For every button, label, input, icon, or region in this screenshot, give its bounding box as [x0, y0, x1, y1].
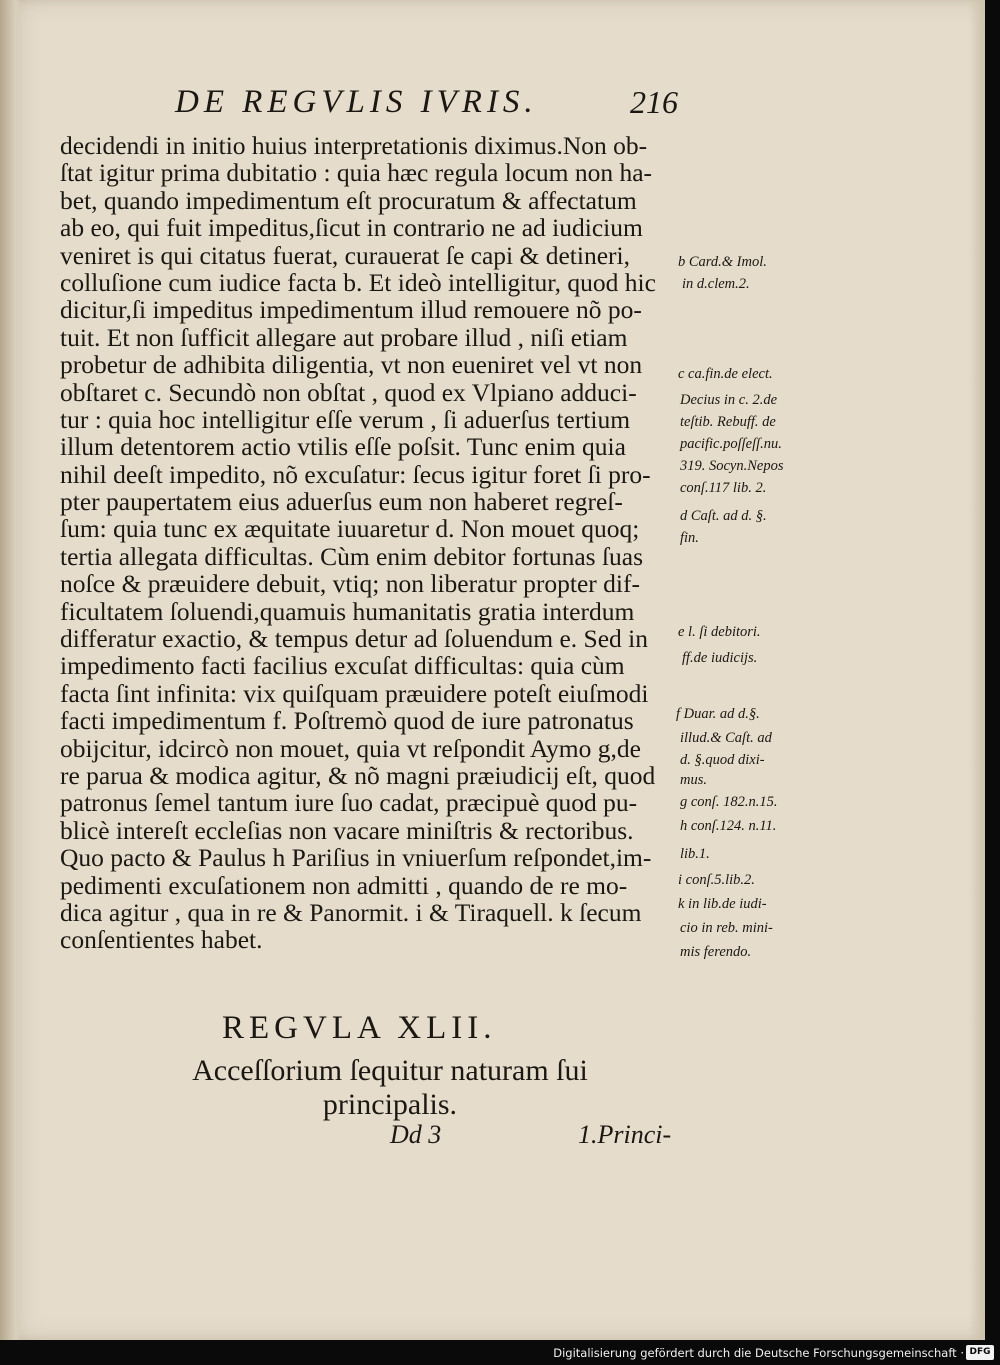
page-gutter-edge — [0, 0, 22, 1340]
text-line: blicè intereſt eccleſias non vacare miniſtris & rectoribus. — [60, 815, 634, 845]
text-line: pter paupertatem eius aduerſus eum non haberet regreſ- — [60, 487, 623, 517]
marginal-note: h conſ.124. n.11. — [680, 818, 777, 834]
marginal-note: pacific.poſſeſſ.nu. — [680, 436, 782, 452]
rule-statement-line: principalis. — [322, 1088, 458, 1121]
text-line: Quo pacto & Paulus h Pariſius in vniuerſum reſpondet,im- — [60, 843, 652, 873]
marginal-note: conſ.117 lib. 2. — [680, 480, 767, 496]
main-text-block — [60, 132, 680, 954]
marginal-note: b Card.& Imol. — [678, 254, 767, 270]
marginal-note: illud.& Caſt. ad — [680, 730, 772, 746]
text-line: pedimenti excuſationem non admitti , quando de re mo- — [60, 870, 628, 900]
marginal-note: mis ferendo. — [680, 944, 752, 960]
text-line: dicitur,ſi impeditus impedimentum illud remouere nõ po- — [60, 295, 642, 325]
text-line: impedimento facti facilius excuſat difficultas: quia cùm — [60, 651, 625, 681]
marginal-note: c ca.fin.de elect. — [678, 366, 773, 382]
marginal-note: 319. Socyn.Nepos — [680, 458, 784, 474]
text-line: nihil deeſt impedito, nõ excuſatur: ſecus igitur foret ſi pro- — [60, 459, 651, 489]
marginal-note: lib.1. — [680, 846, 710, 862]
text-line: conſentientes habet. — [60, 925, 263, 955]
marginal-note: in d.clem.2. — [682, 276, 750, 292]
text-line: facti impedimentum f. Poſtremò quod de iure patronatus — [60, 706, 634, 736]
text-line: bet, quando impedimentum eſt procuratum & affectatum — [60, 185, 637, 215]
marginal-note: mus. — [680, 772, 707, 788]
text-line: dica agitur , qua in re & Panormit. i & Tiraquell. k ſecum — [60, 897, 642, 927]
text-line: ab eo, qui fuit impeditus,ſicut in contrario ne ad iudicium — [60, 213, 643, 243]
marginal-note: Decius in c. 2.de — [680, 392, 778, 408]
text-line: re parua & modica agitur, & nõ magni præiudicij eſt, quod — [60, 760, 656, 790]
text-line: illum detentorem actio vtilis eſſe poſsit. Tunc enim quia — [60, 432, 626, 462]
running-head: DE REGVLIS IVRIS. — [175, 84, 538, 120]
text-line: obijcitur, idcircò non mouet, quia vt reſpondit Aymo g,de — [60, 733, 641, 763]
marginal-note: cio in reb. mini- — [680, 920, 773, 936]
marginal-note: d. §.quod dixi- — [680, 752, 765, 768]
marginal-note: k in lib.de iudi- — [678, 896, 767, 912]
text-line: probetur de adhibita diligentia, vt non eueniret vel vt non — [60, 350, 643, 380]
text-line: obſtaret c. Secundò non obſtat , quod ex Vlpiano adduci- — [60, 377, 637, 407]
marginal-note: f Duar. ad d.§. — [676, 706, 760, 722]
text-line: noſce & præuidere debuit, vtiq; non liberatur propter dif- — [60, 569, 640, 599]
page-number: 216 — [630, 84, 678, 120]
marginal-note: g conſ. 182.n.15. — [680, 794, 778, 810]
text-line: decidendi in initio huius interpretationis diximus.Non ob- — [60, 131, 648, 160]
rule-heading: REGVLA XLII. — [222, 1010, 497, 1046]
marginal-note: ff.de iudicijs. — [682, 650, 758, 666]
text-line: ſum: quia tunc ex æquitate iuuaretur d. Non mouet quoq; — [60, 514, 640, 544]
marginal-note: fin. — [680, 530, 699, 546]
text-line: ſtat igitur prima dubitatio : quia hæc regula locum non ha- — [60, 158, 653, 188]
dfg-logo-icon: DFG — [966, 1345, 994, 1360]
marginal-note: d Caſt. ad d. §. — [680, 508, 767, 524]
marginal-note: teſtib. Rebuff. de — [680, 414, 776, 430]
text-line: patronus ſemel tantum iure ſuo cadat, præcipuè quod pu- — [60, 788, 638, 818]
text-line: differatur exactio, & tempus detur ad ſoluendum e. Sed in — [60, 624, 648, 654]
marginal-note: e l. ſi debitori. — [678, 624, 761, 640]
footer-credit: Digitalisierung gefördert durch die Deutsche Forschungsgemeinschaft · — [553, 1346, 964, 1360]
signature-mark: Dd 3 — [390, 1120, 442, 1149]
rule-statement-line: Acceſſorium ſequitur naturam ſui — [192, 1054, 588, 1087]
marginal-note: i conſ.5.lib.2. — [678, 872, 755, 888]
text-line: tertia allegata difficultas. Cùm enim debitor fortunas ſuas — [60, 541, 644, 571]
text-line: tuit. Et non ſufficit allegare aut probare illud , niſi etiam — [60, 322, 628, 352]
catchword: 1.Princi- — [578, 1120, 672, 1149]
text-line: facta ſint infinita: vix quiſquam præuidere poteſt eiuſmodi — [60, 678, 649, 708]
page-right-edge — [968, 0, 985, 1340]
rule-statement — [160, 1054, 620, 1122]
text-line: tur : quia hoc intelligitur eſſe verum , ſi aduerſus tertium — [60, 404, 631, 434]
text-line: colluſione cum iudice facta b. Et ideò intelligitur, quod hic — [60, 267, 656, 297]
text-line: veniret is qui citatus fuerat, curauerat ſe capi & detineri, — [60, 240, 630, 270]
text-line: ficultatem ſoluendi,quamuis humanitatis gratia interdum — [60, 596, 635, 626]
